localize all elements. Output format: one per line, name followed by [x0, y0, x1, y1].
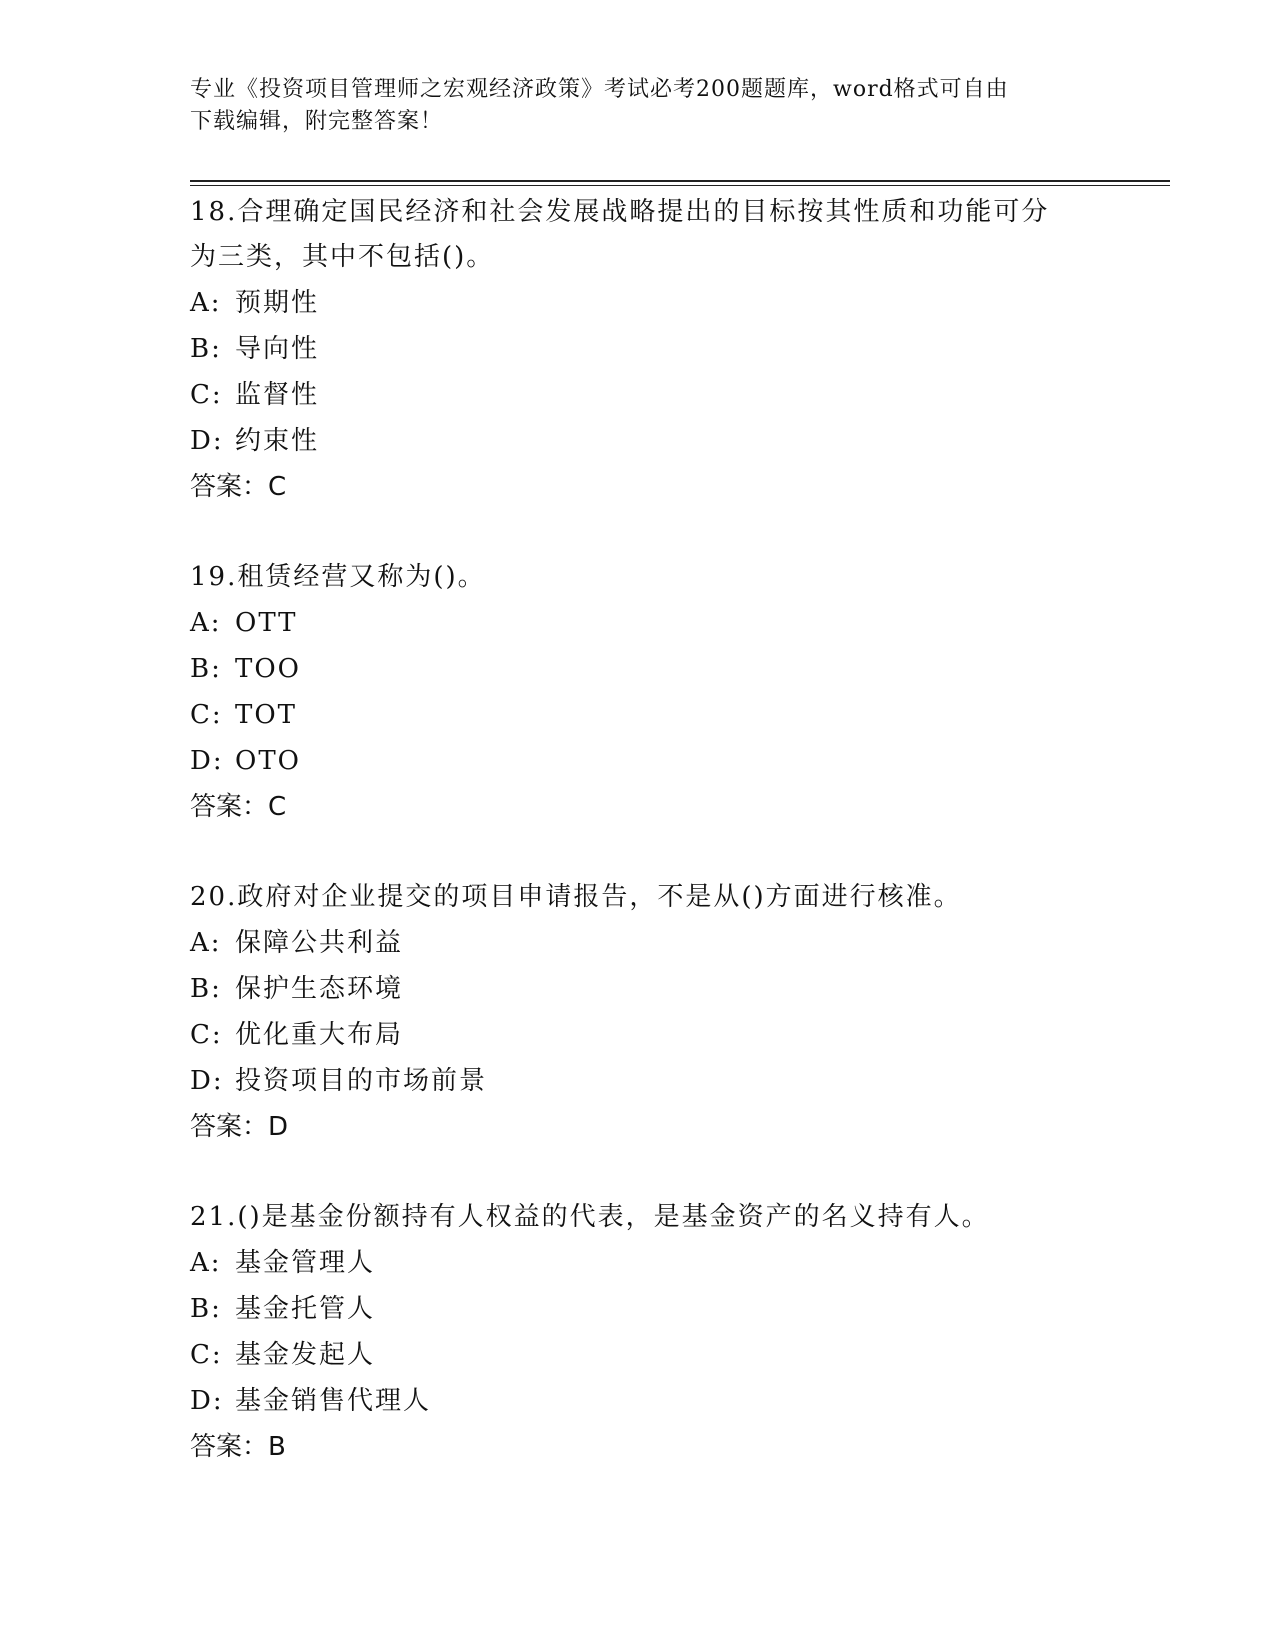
- option-d: [190, 418, 1090, 464]
- option-text: 导向性: [235, 334, 320, 364]
- option-b: [190, 646, 1090, 692]
- option-letter: A:: [190, 928, 222, 958]
- option-letter: B:: [190, 654, 222, 684]
- option-text: 保障公共利益: [235, 928, 404, 958]
- option-letter: D:: [190, 1386, 224, 1416]
- option-text: 监督性: [235, 380, 320, 410]
- question-18: [190, 190, 1090, 510]
- question-stem: 21.()是基金份额持有人权益的代表，是基金资产的名义持有人。: [190, 1202, 990, 1232]
- option-c: [190, 1332, 1090, 1378]
- document-header: [190, 74, 1090, 138]
- option-letter: C:: [190, 380, 223, 410]
- answer-line: 答案：C: [190, 792, 287, 822]
- option-letter: C:: [190, 1340, 223, 1370]
- header-line-1: 专业《投资项目管理师之宏观经济政策》考试必考200题题库，word格式可自由: [190, 77, 1009, 102]
- option-text: TOO: [235, 654, 301, 684]
- option-text: 基金管理人: [235, 1248, 376, 1278]
- question-stem: 18.合理确定国民经济和社会发展战略提出的目标按其性质和功能可分: [190, 197, 1050, 227]
- answer-line: 答案：D: [190, 1112, 289, 1142]
- option-d: [190, 1378, 1090, 1424]
- option-text: 基金发起人: [235, 1340, 376, 1370]
- question-stem-continued: 为三类，其中不包括()。: [190, 242, 495, 272]
- option-text: 基金销售代理人: [235, 1386, 432, 1416]
- header-divider-thick: [190, 180, 1170, 182]
- option-c: [190, 1012, 1090, 1058]
- option-text: 基金托管人: [235, 1294, 376, 1324]
- option-letter: B:: [190, 1294, 222, 1324]
- option-letter: D:: [190, 1066, 224, 1096]
- option-text: TOT: [235, 700, 297, 730]
- option-text: OTO: [235, 746, 301, 776]
- question-stem: 19.租赁经营又称为()。: [190, 562, 486, 592]
- option-a: [190, 600, 1090, 646]
- option-letter: C:: [190, 1020, 223, 1050]
- option-letter: B:: [190, 974, 222, 1004]
- option-letter: D:: [190, 426, 224, 456]
- question-list: [190, 190, 1090, 1515]
- option-b: [190, 1286, 1090, 1332]
- question-20: [190, 875, 1090, 1150]
- option-text: 约束性: [235, 426, 320, 456]
- option-b: [190, 326, 1090, 372]
- header-line-2: 下载编辑，附完整答案！: [190, 109, 444, 134]
- option-letter: A:: [190, 288, 222, 318]
- answer-line: 答案：B: [190, 1432, 286, 1462]
- option-text: 保护生态环境: [235, 974, 404, 1004]
- option-letter: A:: [190, 1248, 222, 1278]
- option-a: [190, 1240, 1090, 1286]
- option-d: [190, 1058, 1090, 1104]
- option-c: [190, 372, 1090, 418]
- option-b: [190, 966, 1090, 1012]
- option-a: [190, 280, 1090, 326]
- option-letter: D:: [190, 746, 224, 776]
- option-letter: A:: [190, 608, 222, 638]
- answer-line: 答案：C: [190, 472, 287, 502]
- option-a: [190, 920, 1090, 966]
- option-text: 优化重大布局: [235, 1020, 404, 1050]
- option-c: [190, 692, 1090, 738]
- option-text: 投资项目的市场前景: [235, 1066, 488, 1096]
- option-text: 预期性: [235, 288, 320, 318]
- option-d: [190, 738, 1090, 784]
- option-letter: C:: [190, 700, 223, 730]
- option-letter: B:: [190, 334, 222, 364]
- question-21: [190, 1195, 1090, 1470]
- question-19: [190, 555, 1090, 830]
- option-text: OTT: [235, 608, 298, 638]
- question-stem: 20.政府对企业提交的项目申请报告，不是从()方面进行核准。: [190, 882, 962, 912]
- header-divider-thin: [190, 185, 1170, 186]
